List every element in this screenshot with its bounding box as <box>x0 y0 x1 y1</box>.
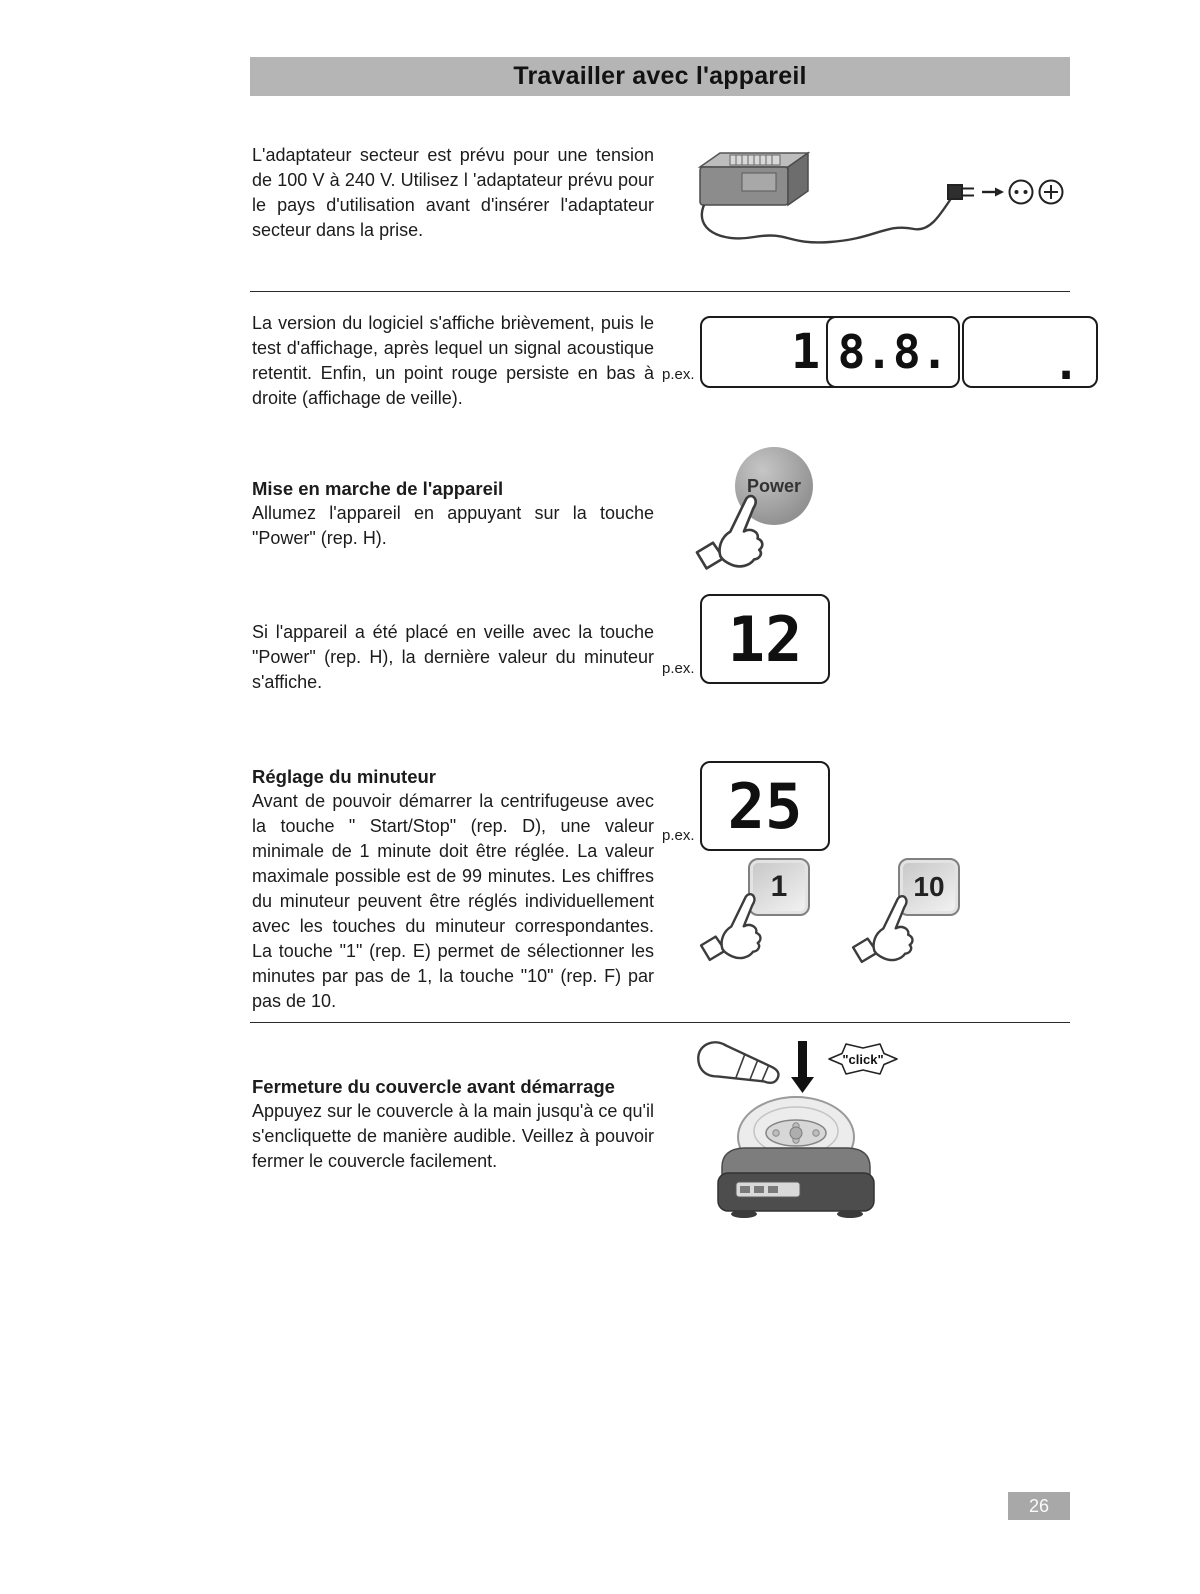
section-divider <box>250 1022 1070 1023</box>
example-label: p.ex. <box>662 366 695 383</box>
header-bar <box>250 57 1070 96</box>
voltage-icon <box>1040 181 1063 204</box>
pointing-hand-icon <box>688 478 797 593</box>
example-label: p.ex. <box>662 827 695 844</box>
lcd-display-test <box>826 316 960 388</box>
timer-section <box>252 764 654 1014</box>
page-number: 26 <box>1028 1495 1050 1516</box>
body-text: Si l'appareil a été placé en veille avec la touche "Power" (rep. H), la dernière valeur du minuteur s'affiche. <box>252 622 654 692</box>
plug-icon <box>948 185 974 199</box>
lid-section <box>252 1074 654 1174</box>
lcd-display-timer-last <box>700 594 830 684</box>
body-text: La version du logiciel s'affiche brièvement, puis le test d'affichage, après lequel un signal acoustique retentit. Enfin, un point rouge persiste en bas à droite (affichage de veille). <box>252 313 654 408</box>
page-number-badge <box>1008 1492 1070 1520</box>
lcd-display-timer-set <box>700 761 830 851</box>
body-text: Appuyez sur le couvercle à la main jusqu'à ce qu'il s'encliquette de manière audible. Veillez à pouvoir fermer le couvercle facilement. <box>252 1101 654 1171</box>
arrow-icon <box>982 188 1004 197</box>
pointing-hand-icon <box>845 880 944 985</box>
lcd-digits: 1 <box>791 324 820 380</box>
section-heading: Fermeture du couvercle avant démarrage <box>252 1076 615 1097</box>
power-button-label: Power <box>746 475 802 496</box>
standby-paragraph <box>252 620 654 695</box>
body-text: Allumez l'appareil en appuyant sur la touche "Power" (rep. H). <box>252 503 654 548</box>
flat-hand-icon <box>694 1038 783 1093</box>
body-text: Avant de pouvoir démarrer la centrifugeuse avec la touche " Start/Stop" (rep. D), une valeur minimale de 1 minute doit être réglée. La valeur maximale possible est de 99 minutes. Les chiffres du minuteur peuvent être réglés individuellement avec les touches du minuteur correspondantes. La touche "1" (rep. E) permet de sélectionner les minutes par pas de 1, la touche "10" (rep. F) par pas de 10. <box>252 791 654 1011</box>
adapter-device <box>700 153 808 205</box>
lcd-digits: 12 <box>727 602 803 676</box>
power-on-section <box>252 476 654 551</box>
section-heading: Réglage du minuteur <box>252 766 436 787</box>
section-heading: Mise en marche de l'appareil <box>252 478 504 499</box>
display-test-paragraph <box>252 311 654 411</box>
section-divider <box>250 291 1070 292</box>
socket-icon <box>1010 181 1033 204</box>
lcd-digits: 25 <box>727 769 803 843</box>
pointing-hand-icon <box>693 878 792 983</box>
page-title: Travailler avec l'appareil <box>513 62 807 90</box>
key-label: 10 <box>913 871 945 902</box>
lcd-digits: . <box>1052 336 1080 390</box>
centrifuge-body <box>722 1148 870 1175</box>
down-arrow-icon <box>791 1041 814 1093</box>
lcd-digits: 8.8. <box>837 325 949 379</box>
click-label: "click" <box>842 1052 884 1067</box>
click-burst <box>829 1044 897 1074</box>
key-label: 1 <box>770 870 788 903</box>
ac-adapter-illustration <box>690 145 1080 255</box>
lid-close-illustration <box>692 1035 900 1225</box>
adapter-paragraph <box>252 143 654 243</box>
body-text: L'adaptateur secteur est prévu pour une tension de 100 V à 240 V. Utilisez l 'adaptateur prévu pour le pays d'utilisation avant d'insérer l'adaptateur secteur dans la prise. <box>252 145 654 240</box>
example-label: p.ex. <box>662 660 695 677</box>
lcd-display-standby-dot <box>962 316 1098 388</box>
